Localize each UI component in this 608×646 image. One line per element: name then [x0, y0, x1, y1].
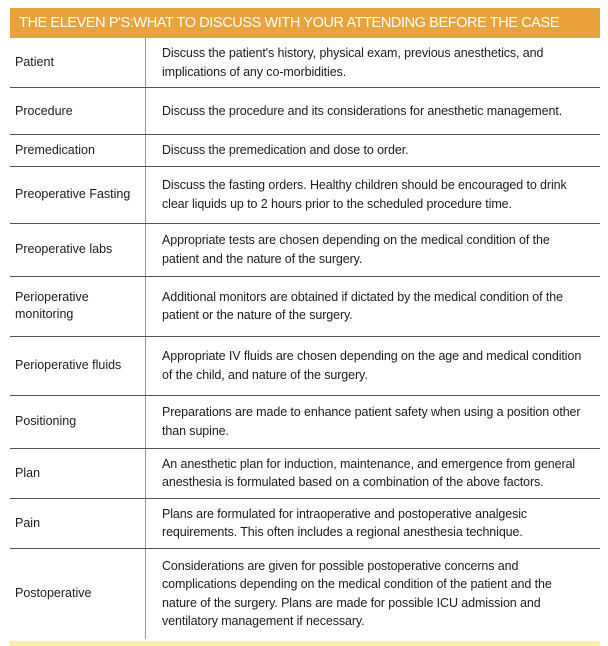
row-description: Appropriate tests are chosen depending on the medical condition of the patient and the nature of the surgery. — [145, 224, 600, 276]
row-description: Discuss the patient's history, physical exam, previous anesthetics, and implications of any co-morbidities. — [145, 38, 600, 87]
row-label: Perioperative monitoring — [15, 290, 89, 321]
row-label: Preoperative labs — [15, 242, 113, 256]
row-label: Postoperative — [15, 586, 92, 600]
row-label: Positioning — [15, 414, 77, 428]
table-row — [10, 499, 600, 549]
header-bar — [10, 8, 600, 38]
page-title: THE ELEVEN P'S:WHAT TO DISCUSS WITH YOUR ATTENDING BEFORE THE CASE — [19, 15, 560, 31]
row-label: Premedication — [15, 142, 95, 157]
row-label: Perioperative fluids — [15, 358, 122, 372]
table-row — [10, 135, 600, 167]
row-description: Discuss the fasting orders. Healthy children should be encouraged to drink clear liquids up to 2 hours prior to the scheduled procedure time. — [145, 167, 600, 223]
row-description: Preparations are made to enhance patient safety when using a position other than supine. — [145, 396, 600, 448]
row-label: Procedure — [15, 103, 73, 118]
table-row — [10, 224, 600, 277]
table-row — [10, 337, 600, 396]
row-description: Discuss the procedure and its considerations for anesthetic management. — [145, 88, 600, 134]
table-body — [10, 38, 600, 639]
footer-bar — [10, 641, 600, 646]
row-description: Discuss the premedication and dose to order. — [145, 135, 600, 166]
row-label: Preoperative Fasting — [15, 187, 131, 201]
row-description: Appropriate IV fluids are chosen depending on the age and medical condition of the child, and nature of the surgery. — [145, 337, 600, 395]
table-row — [10, 277, 600, 337]
table-row — [10, 396, 600, 449]
table-row — [10, 449, 600, 499]
table-row — [10, 38, 600, 88]
table-row — [10, 549, 600, 639]
row-label: Plan — [15, 465, 41, 480]
row-description: Plans are formulated for intraoperative and postoperative analgesic requirements. This often includes a regional anesthesia technique. — [145, 499, 600, 548]
row-label: Patient — [15, 55, 54, 69]
table-row — [10, 167, 600, 224]
table-row — [10, 88, 600, 135]
row-label: Pain — [15, 515, 41, 530]
row-description: An anesthetic plan for induction, maintenance, and emergence from general anesthesia is formulated based on a combination of the above factors. — [145, 449, 600, 498]
row-description: Considerations are given for possible postoperative concerns and complications depending on the medical condition of the patient and the nature of the surgery. Plans are made for possible ICU admission and ventilatory management if necessary. — [145, 549, 600, 639]
row-description: Additional monitors are obtained if dictated by the medical condition of the patient or the nature of the surgery. — [145, 277, 600, 336]
